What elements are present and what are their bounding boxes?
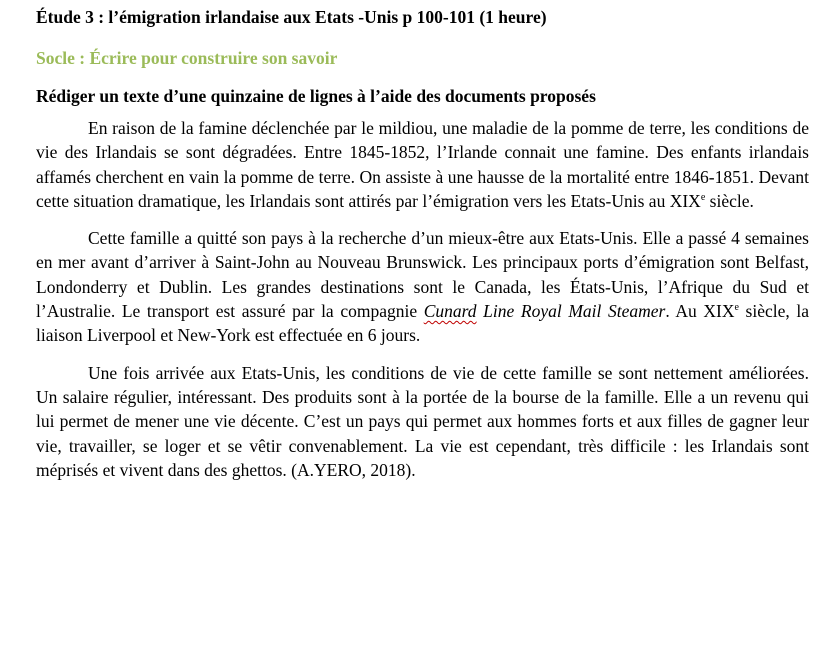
century-ordinal: e — [700, 192, 706, 204]
document-title: Étude 3 : l’émigration irlandaise aux Etats -Unis p 100-101 (1 heure) — [36, 7, 547, 27]
company-name — [424, 301, 666, 321]
paragraph-voyage — [36, 226, 809, 347]
paragraph-arrival: Une fois arrivée aux Etats-Unis, les conditions de vie de cette famille se sont nettement améliorées. Un salaire régulier, intéressant. Des produits sont à la portée de la bourse de la famille. Elle a un revenu qui lui permet de mener une vie décente. C’est un pays qui permet aux hommes forts et aux filles de gagner leur vie, travailler, se loger et se vêtir convenablement. La vie est cependant, très difficile : les Irlandais sont méprisés et vivent dans des ghettos. (A.YERO, 2018). — [36, 362, 809, 480]
paragraph-famine-end: siècle. — [705, 190, 754, 211]
century-ordinal: e — [734, 302, 739, 314]
paragraph-voyage-middle: . Au XIX — [665, 301, 735, 322]
company-name-rest: Line Royal Mail Steamer — [476, 301, 666, 322]
instruction-heading: Rédiger un texte d’une quinzaine de lignes à l’aide des documents proposés — [36, 86, 596, 106]
paragraph-voyage-end: siècle, la liaison Liverpool et New-York est effectuée en 6 jours. — [36, 301, 810, 346]
socle-heading: Socle : Écrire pour construire son savoir — [36, 48, 338, 68]
paragraph-famine-text: En raison de la famine déclenchée par le mildiou, une maladie de la pomme de terre, les conditions de vie des Irlandais se sont dégradées. Entre 1845-1852, l’Irlande connait une famine. Des enfants irlandais affamés cherchent en vain la pomme de terre. On assiste à une hausse de la mortalité entre 1846-1851. Devant cette situation dramatique, les Irlandais sont attirés par l’émigration vers les Etats-Unis au XIX — [36, 118, 809, 211]
spellcheck-underline: Cunard — [423, 301, 477, 322]
paragraph-famine — [36, 116, 809, 213]
paragraph-voyage-text: Cette famille a quitté son pays à la recherche d’un mieux-être aux Etats-Unis. Elle a passé 4 semaines en mer avant d’arriver à Saint-John au Nouveau Brunswick. Les principaux ports d’émigration sont Belfast, Londonderry et Dublin. Les grandes destinations sont le Canada, les États-Unis, l’Afrique du Sud et l’Australie. Le transport est assuré par la compagnie — [36, 228, 809, 322]
